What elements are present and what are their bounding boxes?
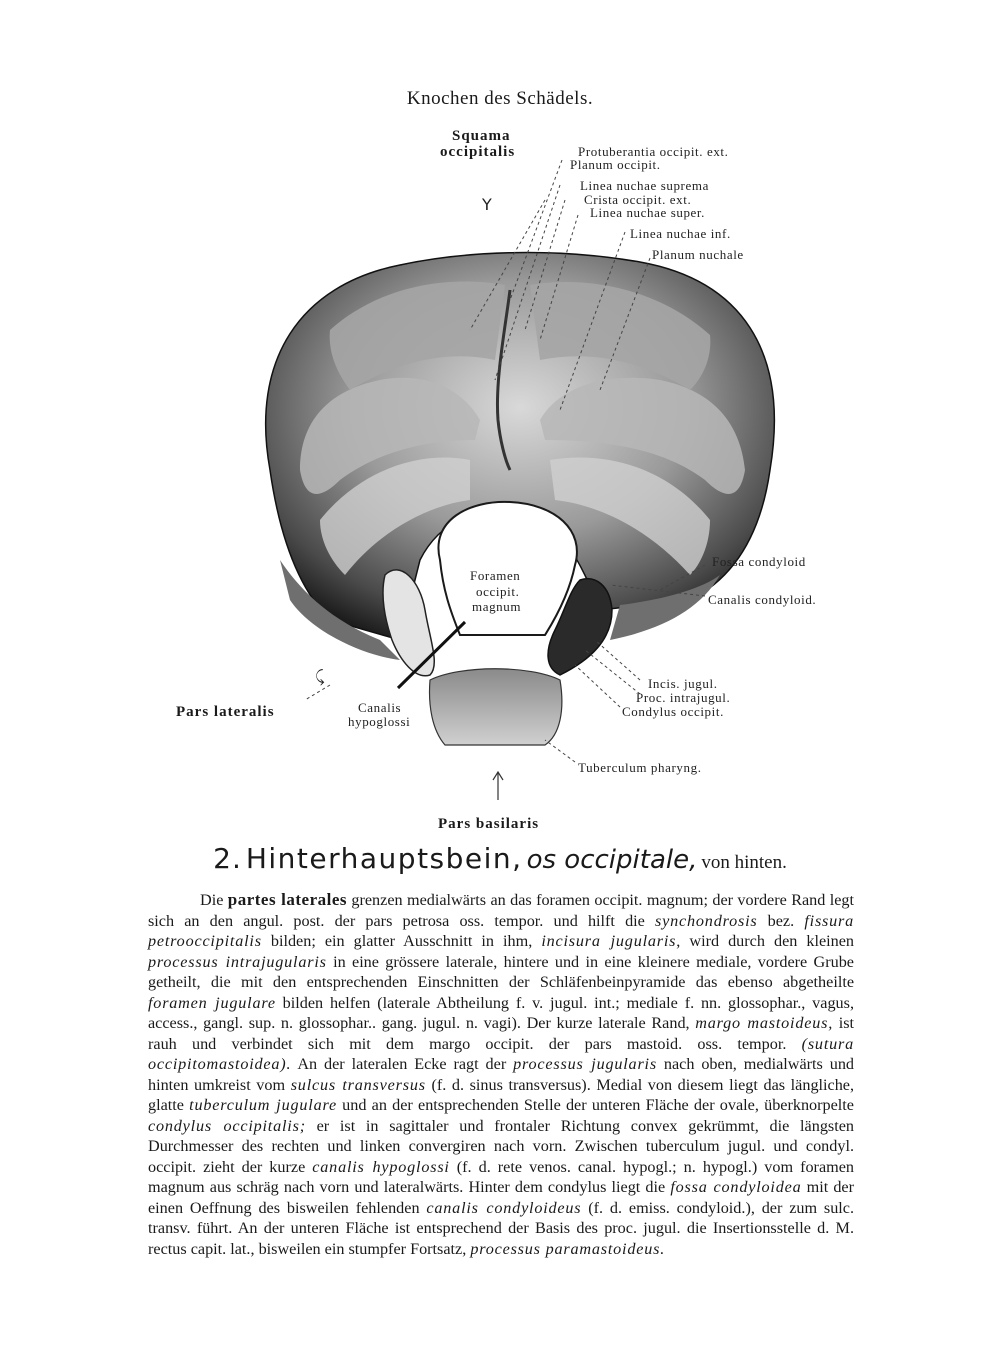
caption-title: Hinterhauptsbein, [245, 842, 523, 875]
label-crista: Crista occipit. ext. [584, 192, 692, 207]
up-arrow-icon [493, 772, 503, 800]
label-occipitalis: occipitalis [440, 144, 516, 160]
label-tuberculum: Tuberculum pharyng. [578, 760, 702, 775]
caption-rest: von hinten. [701, 852, 787, 873]
label-canalis-hypo-2: hypoglossi [348, 714, 411, 729]
label-canalis-condyloid: Canalis condyloid. [708, 592, 817, 607]
label-planum-nuchale: Planum nuchale [652, 247, 744, 262]
label-linea-super: Linea nuchae super. [590, 205, 705, 220]
label-pars-lateralis: Pars lateralis [176, 704, 275, 720]
body-paragraph: Die partes laterales grenzen medialwärts an das foramen occipit. magnum; der vordere Rand legt sich an den angul. post. der pars petrosa oss. tempor. und hilft die synchondrosis bez. fissura petrooccipitalis bilden; ein glatter Ausschnitt in ihm, incisura jugularis, wird durch den kleinen processus intrajugularis in eine grössere laterale, hintere und in eine kleinere mediale, vordere Grube getheilt, die mit den entsprechenden Einschnitten der Schläfenbeinpyramide das ebenso abgetheilte foramen jugulare bilden helfen (laterale Abtheilung f. v. jugul. int.; mediale f. nn. glossophar., vagus, access., gangl. sup. n. glossophar.. gang. jugul. n. vagi). Der kurze laterale Rand, margo mastoideus, ist rauh und verbindet sich mit dem margo occipit. der pars mastoid. oss. tempor. (sutura occipitomastoidea). An der lateralen Ecke ragt der processus jugularis nach oben, medialwärts und hinten umkreist vom sulcus transversus (f. d. sinus transversus). Medial von diesem liegt das längliche, glatte tuberculum jugulare und an der entsprechenden Stelle der unteren Fläche der ovale, überknorpelte condylus occipitalis; er ist in sagittaler und frontaler Richtung convex gekrümmt, die längsten Durchmesser des rechten und linken convergiren nach vorn. Zwischen tuberculum jugul. und condyl. occipit. zieht der kurze canalis hypoglossi (f. d. rete venos. canal. hypogl.; n. hypogl.) vom foramen magnum aus schräg nach vorn und lateralwärts. Hinter dem condylus liegt die fossa condyloidea mit der einen Oeffnung des bisweilen fehlenden canalis condyloideus (f. d. emiss. condyloid.), der zum sulc. transv. führt. An der unteren Fläche ist entsprechend der Basis des proc. jugul. die Insertionsstelle d. M. rectus capit. lat., bisweilen ein stumpfer Fortsatz, processus paramastoideus. [148, 890, 855, 1258]
label-protuberantia: Protuberantia occipit. ext. [578, 144, 729, 159]
running-header: Knochen des Schädels. [406, 88, 594, 109]
label-planum-occipit: Planum occipit. [570, 157, 661, 172]
label-condylus: Condylus occipit. [622, 704, 724, 719]
caption-number: 2. [213, 842, 242, 875]
label-pars-basilaris: Pars basilaris [438, 816, 540, 832]
label-incis-jugul: Incis. jugul. [648, 676, 718, 691]
figure-caption [0, 842, 1000, 875]
label-canalis-hypo-1: Canalis [358, 700, 402, 715]
label-proc-intrajugul: Proc. intrajugul. [636, 690, 731, 705]
label-foramen-3: magnum [472, 599, 522, 614]
caption-latin: os occipitale, [526, 845, 698, 875]
label-fossa-condyloid: Fossa condyloid [712, 554, 806, 569]
y-marker: Y [482, 195, 492, 214]
pars-basilaris-shape [430, 669, 562, 745]
label-linea-inf: Linea nuchae inf. [630, 226, 731, 241]
label-linea-suprema: Linea nuchae suprema [580, 178, 709, 193]
label-foramen-2: occipit. [476, 584, 520, 599]
label-squama: Squama [452, 128, 511, 144]
label-foramen-1: Foramen [470, 568, 521, 583]
pars-lateralis-arrow-icon: ⤹ [315, 667, 325, 686]
